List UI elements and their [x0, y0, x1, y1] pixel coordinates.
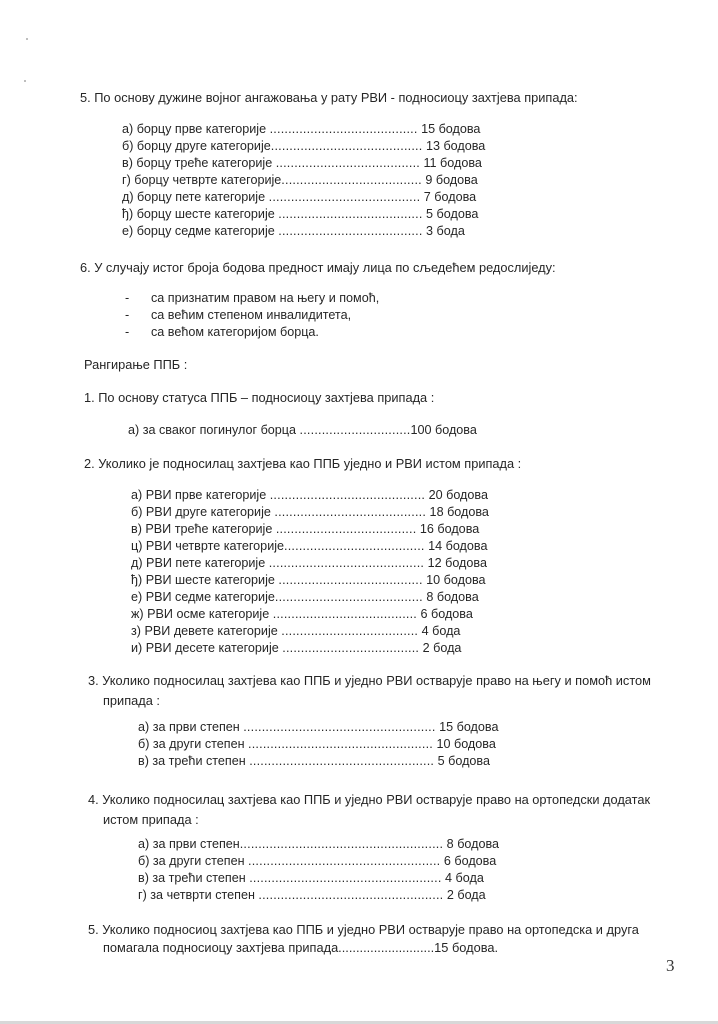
list-item	[122, 190, 476, 204]
section-5-heading: 5. По основу дужине војног ангажовања у рату РВИ - подносиоцу захтјева припада:	[80, 90, 578, 105]
item-label: г) за четврти степен	[138, 888, 259, 902]
bullet-item	[125, 308, 351, 322]
item-dots: ....................................................	[248, 854, 441, 868]
item-points: 3 бода	[422, 224, 465, 238]
item-label: б) борцу друге категорије	[122, 139, 271, 153]
list-item	[138, 888, 486, 902]
list-item	[131, 573, 486, 587]
ppb-p5-heading: 5. Уколико подносиоц захтјева као ППБ и уједно РВИ остварује право на ортопедска и друга	[88, 922, 639, 937]
bullet-item	[125, 291, 379, 305]
item-label: а) за сваког погинулог борца	[128, 423, 300, 437]
list-item	[131, 624, 460, 638]
item-label: б) за други степен	[138, 737, 249, 751]
item-dots: ........................................	[274, 590, 423, 604]
item-dots: ........................................	[269, 122, 418, 136]
item-dots: ....................................................	[249, 871, 442, 885]
list-item	[131, 590, 479, 604]
item-points: 4 бода	[441, 871, 484, 885]
item-dots: ......................................	[281, 173, 422, 187]
ppb-p4-heading-cont: истом припада :	[103, 812, 199, 827]
list-item	[138, 737, 496, 751]
item-points: 15 бодова	[417, 122, 481, 136]
list-item	[138, 754, 490, 768]
item-label: з) РВИ девете категорије	[131, 624, 282, 638]
page-number: 3	[666, 956, 675, 975]
item-points: 2 бода	[443, 888, 486, 902]
item-dots: ....................................................	[243, 720, 436, 734]
list-item	[131, 607, 473, 621]
ppb-title: Рангирање ППБ :	[84, 357, 188, 372]
item-points: 12 бодова	[424, 556, 487, 570]
item-dots: .......................................	[272, 607, 418, 621]
bullet-item	[125, 325, 319, 339]
item-dots: ..........................................	[268, 556, 425, 570]
list-item	[122, 207, 478, 221]
item-dots: ..................................................	[258, 888, 444, 902]
item-label: а) борцу прве категорије	[122, 122, 270, 136]
ppb-p3-heading: 3. Уколико подносилац захтјева као ППБ и уједно РВИ остварује право на његу и помоћ истом	[88, 673, 651, 688]
list-item	[131, 539, 487, 553]
list-item	[131, 522, 479, 536]
item-dots: ......................................	[284, 539, 425, 553]
item-dots: ......................................	[275, 522, 417, 536]
item-points: 8 бодова	[422, 590, 479, 604]
dash-bullet-icon: -	[125, 291, 130, 305]
list-item	[122, 156, 482, 170]
item-dots: .......................................	[278, 573, 423, 587]
bullet-text: са признатим правом на његу и помоћ,	[151, 291, 380, 305]
item-points: 6 бодова	[440, 854, 497, 868]
list-item	[138, 854, 496, 868]
item-points: 13 бодова	[422, 139, 486, 153]
item-label: ц) РВИ четврте категорије	[131, 539, 285, 553]
ppb-p1-heading: 1. По основу статуса ППБ – подносиоцу захтјева припада :	[84, 390, 435, 405]
list-item	[131, 488, 488, 502]
item-label: е) РВИ седме категорије	[131, 590, 275, 604]
item-label: б) за други степен	[138, 854, 249, 868]
ppb-p5-heading-cont: помагала подносиоцу захтјева припада...........................15 бодова.	[103, 940, 499, 955]
item-label: в) за трећи степен	[138, 871, 250, 885]
list-item	[138, 837, 499, 851]
item-dots: .......................................	[275, 156, 420, 170]
item-dots: .........................................	[268, 190, 421, 204]
item-dots: .....................................	[281, 624, 419, 638]
item-points: 14 бодова	[424, 539, 488, 553]
list-item	[138, 720, 498, 734]
ppb-p3-heading-cont: припада :	[103, 693, 160, 708]
list-item	[131, 505, 489, 519]
item-dots: .......................................	[278, 207, 423, 221]
item-points: 5 бодова	[422, 207, 479, 221]
scan-speck	[26, 38, 28, 40]
item-dots: .......................................	[278, 224, 423, 238]
item-points: 10 бодова	[432, 737, 496, 751]
bullet-text: са већом категоријом борца.	[151, 325, 319, 339]
item-label: в) РВИ треће категорије	[131, 522, 276, 536]
item-label: а) за први степен	[138, 720, 244, 734]
dash-bullet-icon: -	[125, 325, 130, 339]
item-label: д) борцу пете категорије	[122, 190, 269, 204]
item-points: 15 бодова	[435, 720, 499, 734]
item-label: ђ) борцу шесте категорије	[122, 207, 279, 221]
item-points: 2 бода	[419, 641, 462, 655]
dash-bullet-icon: -	[125, 308, 130, 322]
item-dots: .........................................	[274, 505, 427, 519]
list-item	[128, 423, 477, 437]
item-points: 11 бодова	[419, 156, 482, 170]
item-dots: ..............................	[299, 423, 411, 437]
list-item	[131, 641, 461, 655]
item-points: 7 бодова	[420, 190, 477, 204]
item-label: в) за трећи степен	[138, 754, 250, 768]
list-item	[122, 139, 485, 153]
item-dots: .........................................	[270, 139, 423, 153]
item-points: 5 бодова	[434, 754, 490, 768]
item-points: 4 бода	[418, 624, 461, 638]
item-points: 8 бодова	[443, 837, 500, 851]
item-label: д) РВИ пете категорије	[131, 556, 269, 570]
item-dots: ..................................................	[248, 737, 433, 751]
item-points: 9 бодова	[421, 173, 478, 187]
item-label: ђ) РВИ шесте категорије	[131, 573, 279, 587]
item-label: а) за први степен	[138, 837, 240, 851]
item-points: 6 бодова	[417, 607, 473, 621]
item-dots: ..........................................	[269, 488, 426, 502]
list-item	[122, 122, 480, 136]
item-label: е) борцу седме категорије	[122, 224, 279, 238]
list-item	[131, 556, 487, 570]
scan-speck	[24, 80, 26, 82]
ppb-p2-heading: 2. Уколико је подносилац захтјева као ППБ уједно и РВИ истом припада :	[84, 456, 522, 471]
item-points: 10 бодова	[422, 573, 486, 587]
item-points: 100 бодова	[410, 423, 477, 437]
item-label: г) борцу четврте категорије	[122, 173, 282, 187]
item-label: и) РВИ десете категорије	[131, 641, 283, 655]
item-dots: .......................................................	[239, 837, 444, 851]
list-item	[138, 871, 484, 885]
section-6-heading: 6. У случају истог броја бодова предност имају лица по сљедећем редослиједу:	[80, 260, 556, 275]
item-dots: ..................................................	[249, 754, 435, 768]
item-points: 20 бодова	[425, 488, 488, 502]
item-label: в) борцу треће категорије	[122, 156, 276, 170]
item-dots: .....................................	[282, 641, 420, 655]
item-points: 18 бодова	[426, 505, 489, 519]
list-item	[122, 173, 478, 187]
list-item	[122, 224, 465, 238]
item-points: 16 бодова	[416, 522, 480, 536]
item-label: а) РВИ прве категорије	[131, 488, 270, 502]
item-label: б) РВИ друге категорије	[131, 505, 275, 519]
item-label: ж) РВИ осме категорије	[131, 607, 273, 621]
bullet-text: са већим степеном инвалидитета,	[151, 308, 352, 322]
ppb-p4-heading: 4. Уколико подносилац захтјева као ППБ и уједно РВИ остварује право на ортопедски додатак	[88, 792, 651, 807]
